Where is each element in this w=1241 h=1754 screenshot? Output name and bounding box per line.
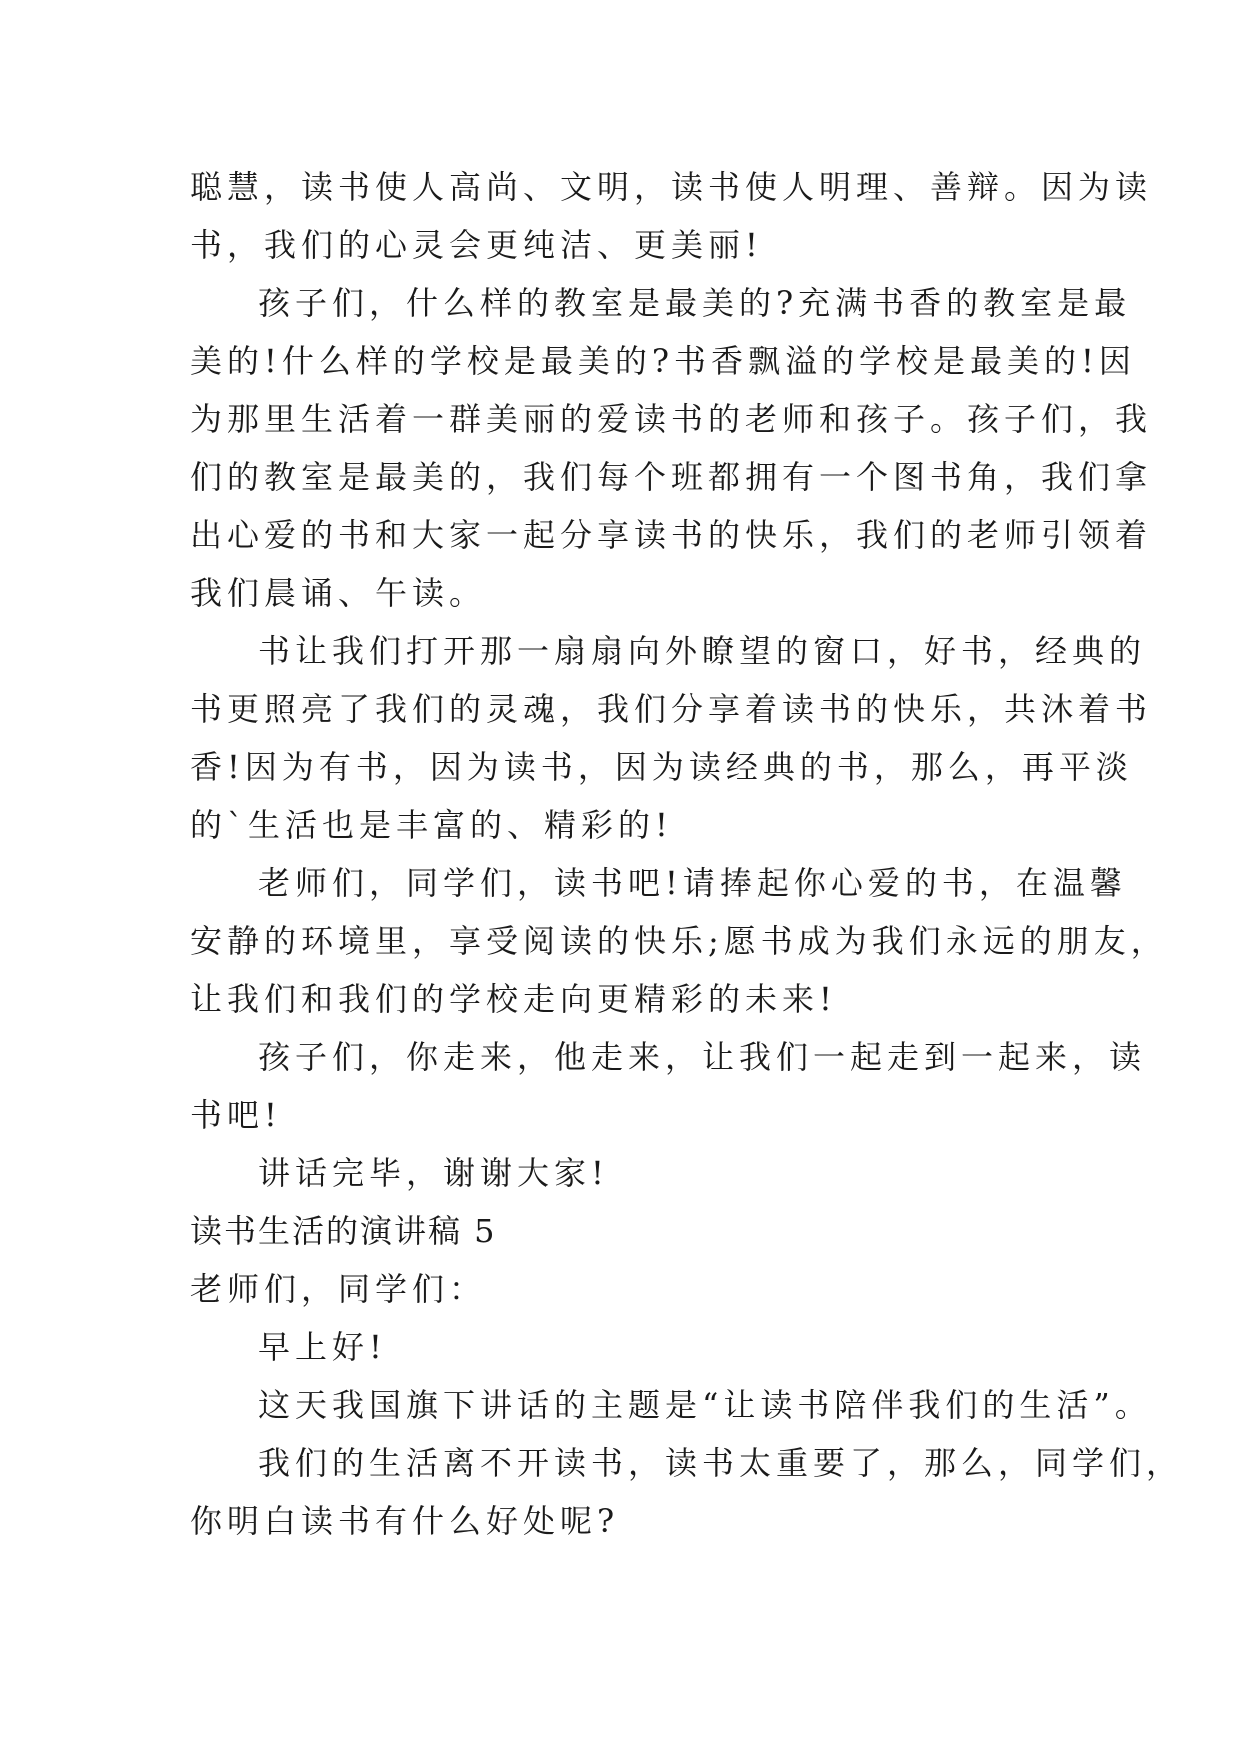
- text-line: 安静的环境里，享受阅读的快乐;愿书成为我们永远的朋友，: [190, 922, 1168, 960]
- text-line: 美的!什么样的学校是最美的?书香飘溢的学校是最美的!因: [190, 342, 1136, 380]
- text-line: 我们晨诵、午读。: [190, 574, 487, 612]
- text-line: 聪慧，读书使人高尚、文明，读书使人明理、善辩。因为读: [190, 168, 1153, 206]
- salutation: 老师们，同学们：: [190, 1270, 487, 1308]
- text-line: 们的教室是最美的，我们每个班都拥有一个图书角，我们拿: [190, 458, 1153, 496]
- paragraph-start-line: 书让我们打开那一扇扇向外瞭望的窗口，好书，经典的: [258, 632, 1147, 670]
- paragraph-start-line: 我们的生活离不开读书，读书太重要了，那么，同学们，: [258, 1444, 1184, 1482]
- paragraph-start-line: 讲话完毕，谢谢大家!: [258, 1154, 609, 1192]
- text-line: 书更照亮了我们的灵魂，我们分享着读书的快乐，共沐着书: [190, 690, 1153, 728]
- text-line: 书吧!: [190, 1096, 282, 1134]
- text-line: 为那里生活着一群美丽的爱读书的老师和孩子。孩子们，我: [190, 400, 1153, 438]
- text-line: 让我们和我们的学校走向更精彩的未来!: [190, 980, 837, 1018]
- text-line: 书，我们的心灵会更纯洁、更美丽!: [190, 226, 763, 264]
- greeting: 早上好!: [258, 1328, 387, 1366]
- text-line: 香!因为有书，因为读书，因为读经典的书，那么，再平淡: [190, 748, 1133, 786]
- text-line: 你明白读书有什么好处呢?: [190, 1502, 620, 1540]
- paragraph-start-line: 老师们，同学们，读书吧!请捧起你心爱的书，在温馨: [258, 864, 1127, 902]
- text-line: 的`生活也是丰富的、精彩的!: [190, 806, 673, 844]
- paragraph-start-line: 孩子们，什么样的教室是最美的?充满书香的教室是最: [258, 284, 1132, 322]
- paragraph-start-line: 孩子们，你走来，他走来，让我们一起走到一起来，读: [258, 1038, 1147, 1076]
- text-line: 出心爱的书和大家一起分享读书的快乐，我们的老师引领着: [190, 516, 1153, 554]
- document-body: [190, 158, 1184, 1550]
- section-title: 读书生活的演讲稿 5: [190, 1212, 497, 1250]
- paragraph-start-line: 这天我国旗下讲话的主题是“让读书陪伴我们的生活”。: [258, 1386, 1152, 1424]
